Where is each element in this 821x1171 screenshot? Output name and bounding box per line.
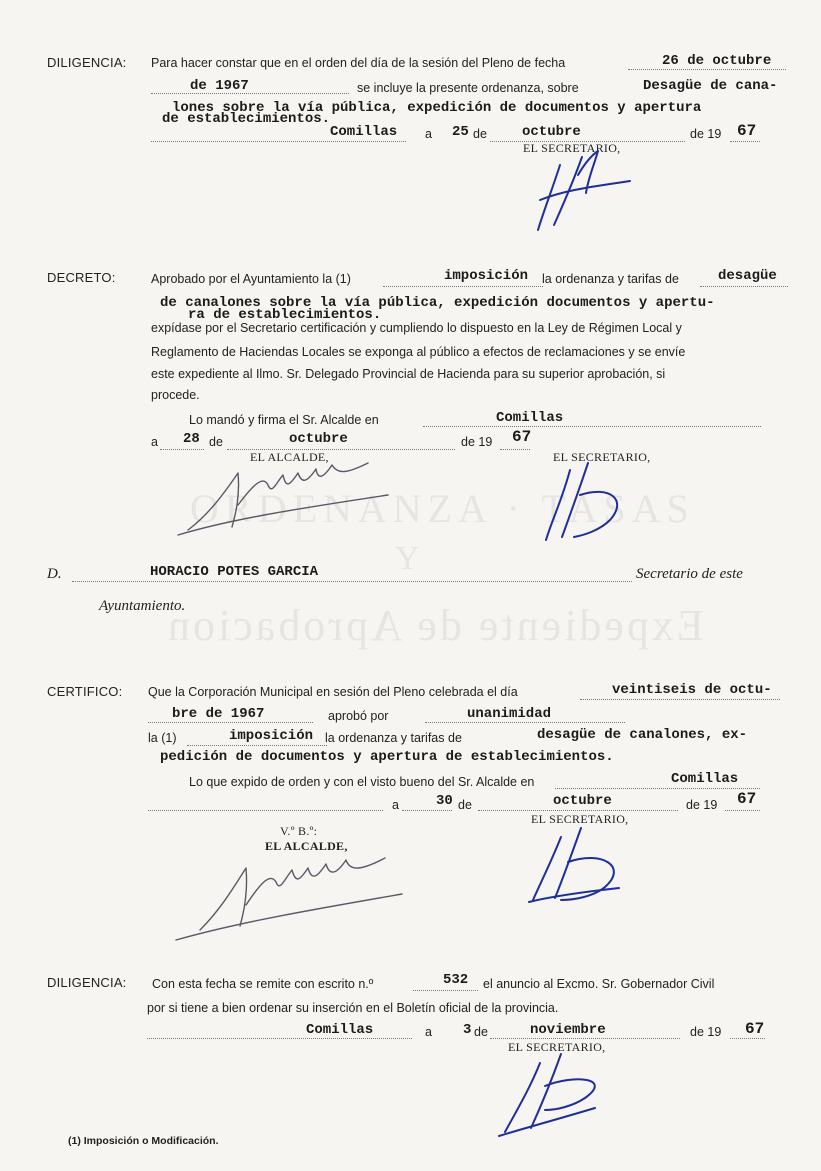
dotted-line bbox=[148, 810, 383, 811]
diligencia1-text-2: se incluye la presente ordenanza, sobre bbox=[357, 81, 579, 95]
dotted-line bbox=[187, 745, 327, 746]
identificacion-d: D. bbox=[47, 566, 62, 582]
diligencia1-a: a bbox=[425, 127, 432, 141]
certifico-anio: 67 bbox=[737, 790, 757, 808]
footnote: (1) Imposición o Modificación. bbox=[68, 1135, 219, 1147]
dotted-line bbox=[402, 810, 452, 811]
alcalde-signature-1 bbox=[168, 455, 398, 545]
dotted-line bbox=[383, 286, 543, 287]
diligencia1-anio-sesion: de 1967 bbox=[190, 78, 249, 94]
decreto-text-7: Lo mandó y firma el Sr. Alcalde en bbox=[189, 413, 379, 427]
diligencia1-label: DILIGENCIA: bbox=[47, 55, 127, 70]
dotted-line bbox=[478, 810, 678, 811]
decreto-text-6: procede. bbox=[151, 388, 200, 402]
decreto-text-3: expídase por el Secretario certificación y cumpliendo lo dispuesto en la Ley de Régimen Local y bbox=[151, 321, 682, 335]
secretario-signature-2 bbox=[540, 455, 640, 545]
decreto-de: de bbox=[209, 435, 223, 449]
secretario-nombre: HORACIO POTES GARCIA bbox=[150, 564, 319, 580]
decreto-label: DECRETO: bbox=[47, 270, 116, 285]
decreto-tipo: imposición bbox=[444, 268, 529, 284]
secretario-signature-4 bbox=[495, 1048, 625, 1138]
show-through-ordenanza: ORDENANZA · TASAS bbox=[190, 486, 695, 531]
secretario-signature-3 bbox=[523, 822, 633, 907]
alcalde-signature-2 bbox=[170, 850, 410, 945]
decreto-mes: octubre bbox=[289, 431, 348, 447]
certifico-cargo-secretario: EL SECRETARIO, bbox=[531, 812, 629, 826]
dotted-line bbox=[730, 1038, 765, 1039]
dotted-line bbox=[700, 286, 788, 287]
certifico-text-3: la (1) bbox=[148, 731, 177, 745]
diligencia2-text-2: el anuncio al Excmo. Sr. Gobernador Civil bbox=[483, 977, 715, 991]
certifico-a: a bbox=[392, 798, 399, 812]
diligencia1-dia: 25 bbox=[452, 124, 469, 140]
certifico-cargo-alcalde: EL ALCALDE, bbox=[265, 839, 348, 853]
dotted-line bbox=[148, 722, 313, 723]
dotted-line bbox=[628, 69, 786, 70]
diligencia2-lugar: Comillas bbox=[306, 1022, 374, 1038]
certifico-lugar: Comillas bbox=[671, 771, 739, 787]
decreto-anio: 67 bbox=[512, 428, 532, 446]
dotted-line bbox=[413, 990, 478, 991]
diligencia1-de: de bbox=[473, 127, 487, 141]
certifico-mes: octubre bbox=[553, 793, 612, 809]
decreto-text-2: la ordenanza y tarifas de bbox=[542, 272, 679, 286]
diligencia2-label: DILIGENCIA: bbox=[47, 975, 127, 990]
diligencia2-text-3: por si tiene a bien ordenar su inserción en el Boletín oficial de la provincia. bbox=[147, 1001, 559, 1015]
decreto-asunto-a: desagüe bbox=[718, 268, 777, 284]
show-through-y: Y bbox=[395, 540, 420, 577]
decreto-text-1: Aprobado por el Ayuntamiento la (1) bbox=[151, 272, 351, 286]
diligencia2-numero: 532 bbox=[443, 972, 469, 988]
dotted-line bbox=[72, 581, 632, 582]
diligencia1-anio: 67 bbox=[737, 122, 757, 140]
certifico-text-2: aprobó por bbox=[328, 709, 389, 723]
diligencia2-mes: noviembre bbox=[530, 1022, 606, 1038]
dotted-line bbox=[730, 141, 760, 142]
certifico-asunto-b: pedición de documentos y apertura de establecimientos. bbox=[160, 749, 614, 765]
certifico-fecha-b: bre de 1967 bbox=[172, 706, 265, 722]
certifico-text-1: Que la Corporación Municipal en sesión del Pleno celebrada el día bbox=[148, 685, 518, 699]
dotted-line bbox=[151, 141, 406, 142]
diligencia2-de19: de 19 bbox=[690, 1025, 722, 1039]
certifico-text-4: la ordenanza y tarifas de bbox=[325, 731, 462, 745]
certifico-text-5: Lo que expido de orden y con el visto bueno del Sr. Alcalde en bbox=[189, 775, 535, 789]
identificacion-cargo-2: Ayuntamiento. bbox=[99, 598, 186, 614]
decreto-text-5: este expediente al Ilmo. Sr. Delegado Provincial de Hacienda para su superior aprobación, si bbox=[151, 367, 666, 381]
identificacion-cargo-1: Secretario de este bbox=[636, 566, 743, 582]
certifico-de: de bbox=[458, 798, 472, 812]
diligencia1-asunto-a: Desagüe de cana- bbox=[643, 78, 778, 94]
diligencia1-asunto-b: lones sobre la vía pública, expedición de documentos y apertura bbox=[172, 100, 702, 116]
dotted-line bbox=[160, 449, 204, 450]
diligencia1-de19: de 19 bbox=[690, 127, 722, 141]
certifico-de19: de 19 bbox=[686, 798, 718, 812]
diligencia1-cargo: EL SECRETARIO, bbox=[523, 141, 621, 155]
diligencia1-mes: octubre bbox=[522, 124, 581, 140]
diligencia2-cargo: EL SECRETARIO, bbox=[508, 1040, 606, 1054]
dotted-line bbox=[425, 722, 625, 723]
show-through-expediente: Expediente de Aprobacion bbox=[165, 601, 704, 650]
certifico-vb: V.º B.º: bbox=[280, 824, 318, 838]
decreto-dia: 28 bbox=[183, 431, 200, 447]
certifico-votacion: unanimidad bbox=[467, 706, 552, 722]
diligencia2-anio: 67 bbox=[745, 1020, 765, 1038]
decreto-cargo-alcalde: EL ALCALDE, bbox=[250, 450, 329, 464]
decreto-asunto-c: ra de establecimientos. bbox=[188, 307, 382, 323]
dotted-line bbox=[147, 1038, 412, 1039]
diligencia2-a: a bbox=[425, 1025, 432, 1039]
diligencia1-text-1: Para hacer constar que en el orden del día de la sesión del Pleno de fecha bbox=[151, 56, 566, 70]
diligencia2-de: de bbox=[474, 1025, 488, 1039]
dotted-line bbox=[555, 788, 760, 789]
dotted-line bbox=[580, 699, 780, 700]
diligencia1-asunto-c: de establecimientos. bbox=[162, 111, 331, 127]
decreto-a: a bbox=[151, 435, 158, 449]
certifico-tipo: imposición bbox=[229, 728, 314, 744]
certifico-label: CERTIFICO: bbox=[47, 684, 123, 699]
decreto-lugar: Comillas bbox=[496, 410, 564, 426]
diligencia2-text-1: Con esta fecha se remite con escrito n.º bbox=[152, 977, 374, 991]
certifico-dia: 30 bbox=[436, 793, 453, 809]
secretario-signature-1 bbox=[520, 145, 650, 240]
decreto-asunto-b: de canalones sobre la vía pública, expedición documentos y apertu- bbox=[160, 295, 715, 311]
diligencia1-lugar: Comillas bbox=[330, 124, 398, 140]
dotted-line bbox=[423, 426, 761, 427]
dotted-line bbox=[490, 1038, 680, 1039]
decreto-cargo-secretario: EL SECRETARIO, bbox=[553, 450, 651, 464]
diligencia2-dia: 3 bbox=[463, 1022, 472, 1038]
decreto-text-4: Reglamento de Haciendas Locales se exponga al público a efectos de reclamaciones y se envíe bbox=[151, 345, 686, 359]
certifico-fecha-a: veintiseis de octu- bbox=[612, 682, 772, 698]
diligencia1-fecha: 26 de octubre bbox=[662, 53, 772, 69]
dotted-line bbox=[500, 449, 530, 450]
certifico-asunto-a: desagüe de canalones, ex- bbox=[537, 727, 748, 743]
dotted-line bbox=[151, 93, 349, 94]
dotted-line bbox=[725, 810, 760, 811]
decreto-de19: de 19 bbox=[461, 435, 493, 449]
